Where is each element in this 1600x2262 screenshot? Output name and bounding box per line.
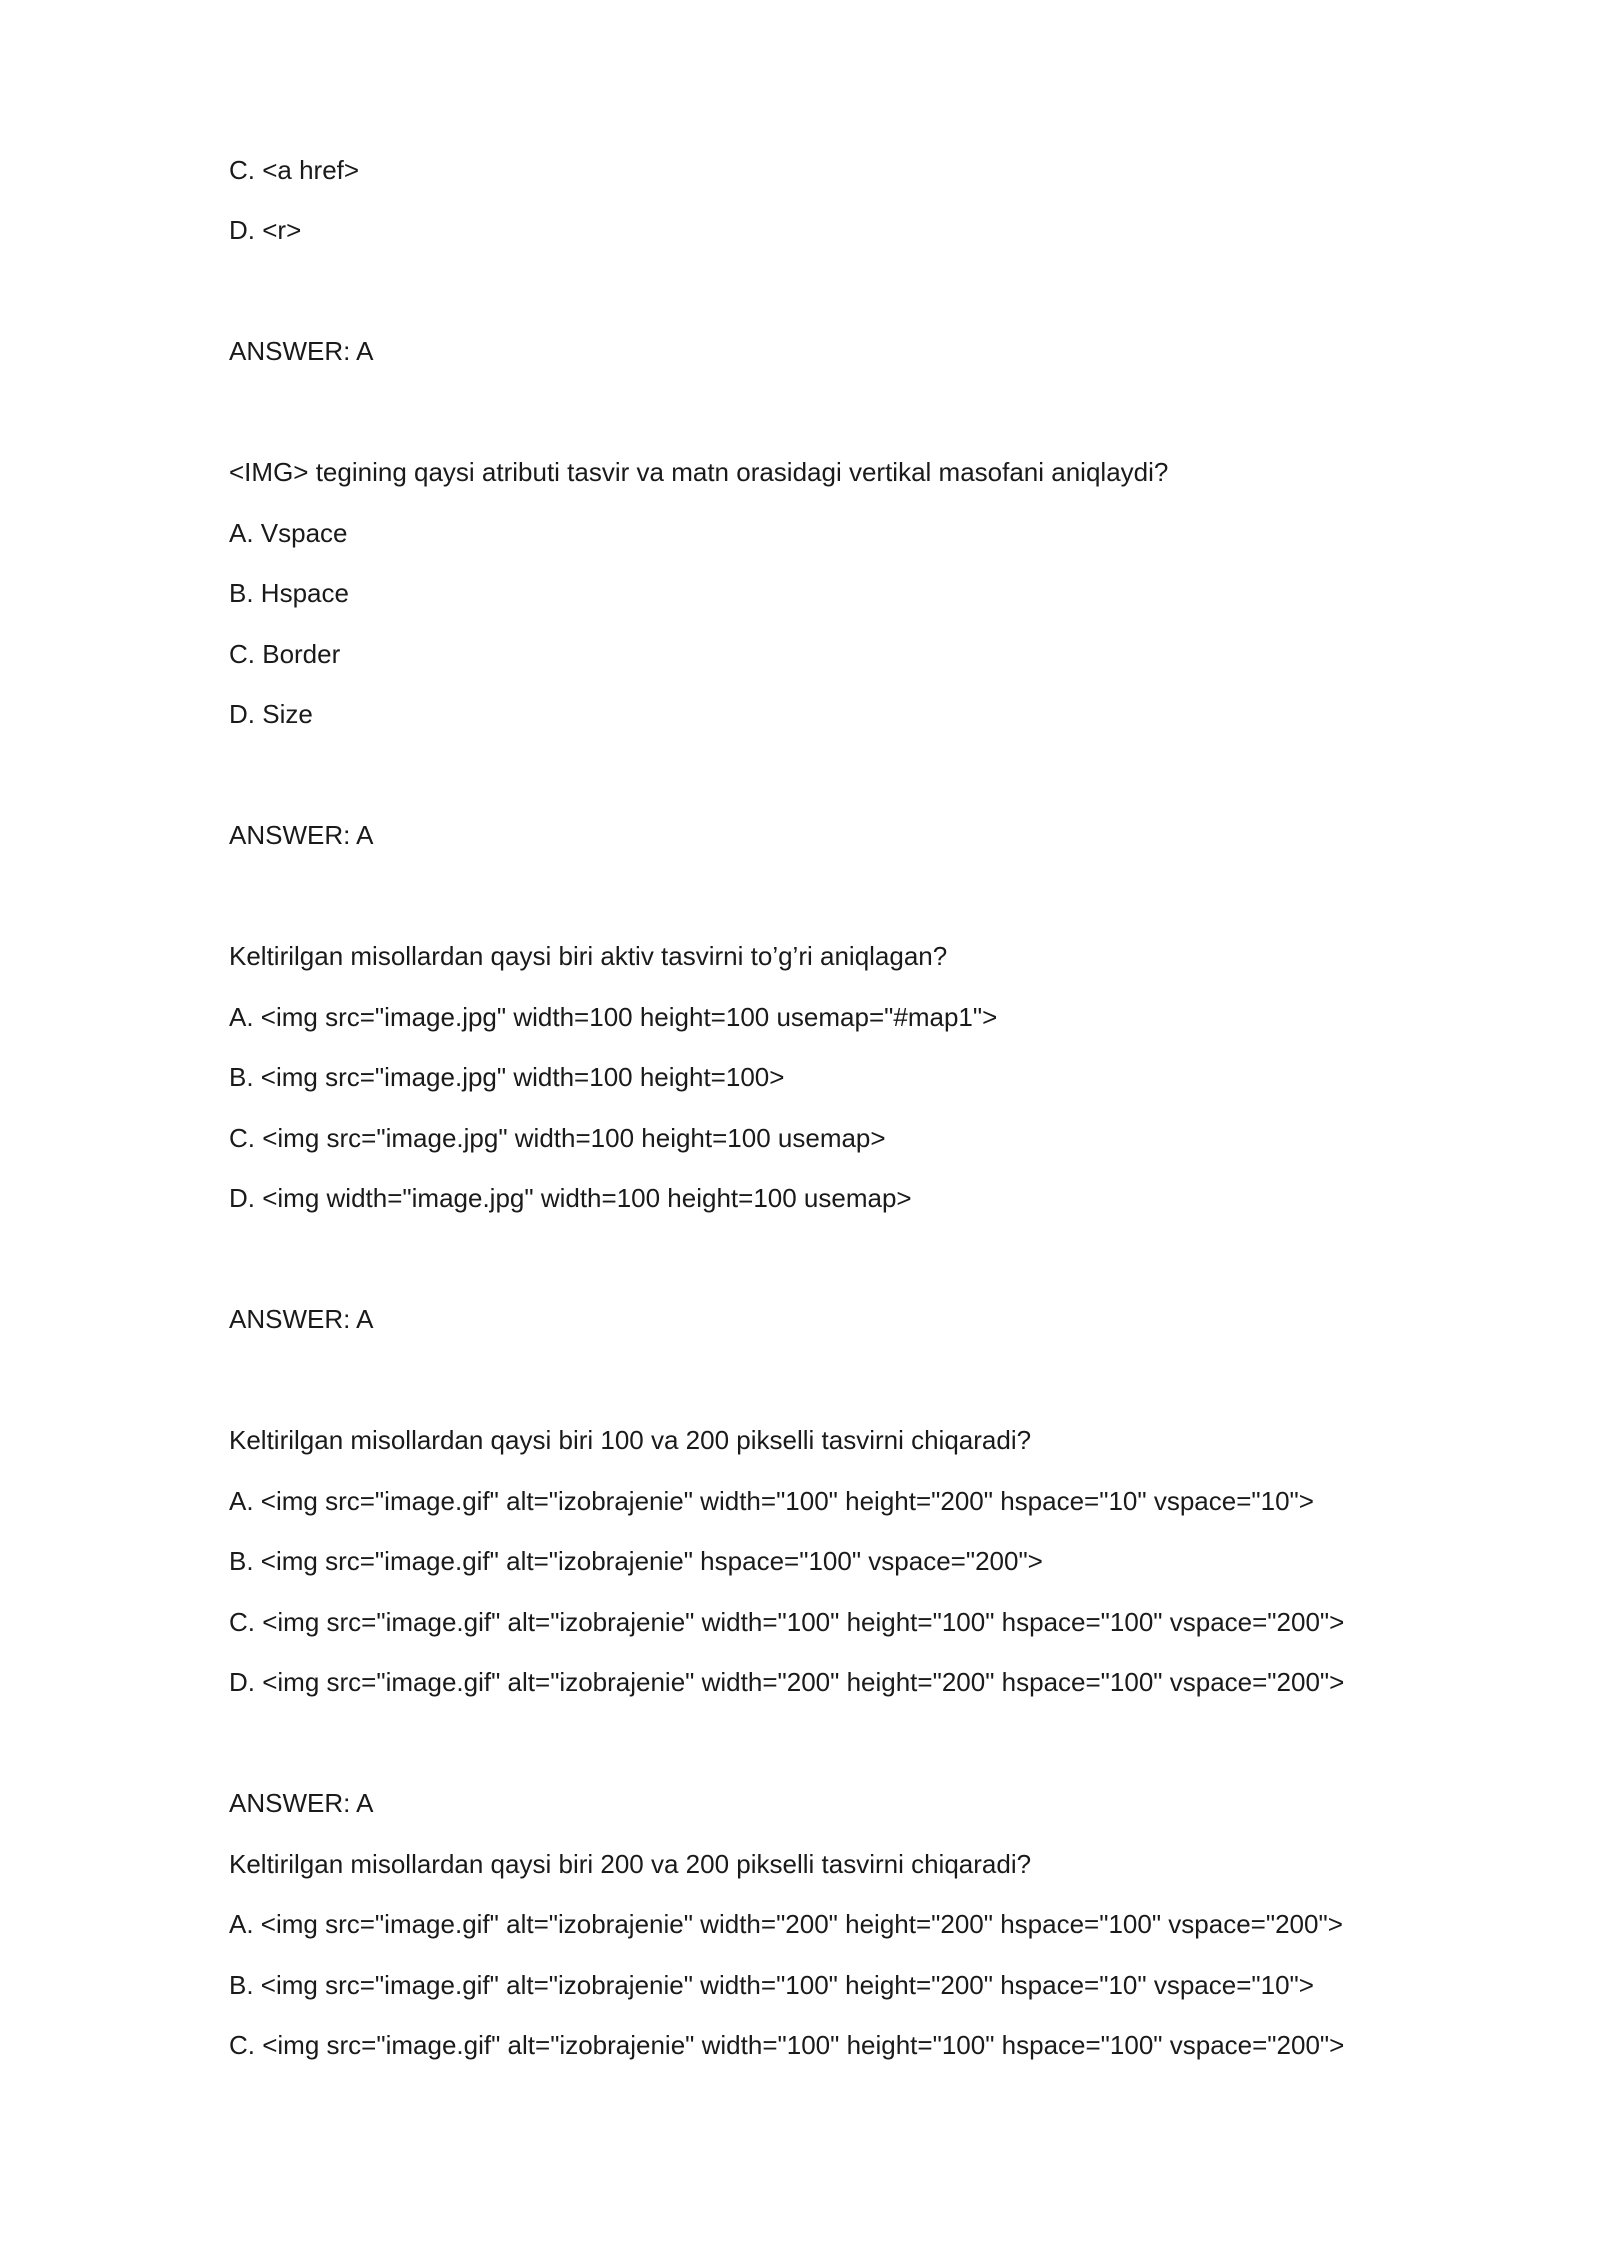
answer-line: ANSWER: A: [229, 336, 374, 366]
option-line: A. <img src="image.gif" alt="izobrajenie" width="200" height="200" hspace="100" vspace="200">: [229, 1909, 1343, 1939]
option-line: D. Size: [229, 699, 313, 729]
option-line: D. <img width="image.jpg" width=100 height=100 usemap>: [229, 1183, 912, 1213]
option-line: C. <img src="image.gif" alt="izobrajenie" width="100" height="100" hspace="100" vspace="200">: [229, 1607, 1345, 1637]
answer-line: ANSWER: A: [229, 1788, 374, 1818]
question-line: <IMG> tegining qaysi atributi tasvir va matn orasidagi vertikal masofani aniqlaydi?: [229, 457, 1169, 487]
option-line: A. <img src="image.jpg" width=100 height=100 usemap="#map1">: [229, 1002, 998, 1032]
question-line: Keltirilgan misollardan qaysi biri 200 va 200 pikselli tasvirni chiqaradi?: [229, 1849, 1032, 1879]
option-line: C. Border: [229, 639, 341, 669]
answer-line: ANSWER: A: [229, 1304, 374, 1334]
answer-line: ANSWER: A: [229, 820, 374, 850]
option-line: C. <img src="image.jpg" width=100 height=100 usemap>: [229, 1123, 886, 1153]
option-line: B. <img src="image.gif" alt="izobrajenie" hspace="100" vspace="200">: [229, 1546, 1043, 1576]
option-line: A. Vspace: [229, 518, 348, 548]
option-line: B. Hspace: [229, 578, 349, 608]
option-line: C. <img src="image.gif" alt="izobrajenie" width="100" height="100" hspace="100" vspace="200">: [229, 2030, 1345, 2060]
option-line: D. <r>: [229, 215, 302, 245]
option-line: B. <img src="image.gif" alt="izobrajenie" width="100" height="200" hspace="10" vspace="10">: [229, 1970, 1314, 2000]
option-line: D. <img src="image.gif" alt="izobrajenie" width="200" height="200" hspace="100" vspace="200">: [229, 1667, 1345, 1697]
option-line: B. <img src="image.jpg" width=100 height=100>: [229, 1062, 785, 1092]
question-line: Keltirilgan misollardan qaysi biri 100 va 200 pikselli tasvirni chiqaradi?: [229, 1425, 1032, 1455]
option-line: A. <img src="image.gif" alt="izobrajenie" width="100" height="200" hspace="10" vspace="10">: [229, 1486, 1314, 1516]
option-line: C. <a href>: [229, 155, 360, 185]
question-line: Keltirilgan misollardan qaysi biri aktiv tasvirni to’g’ri aniqlagan?: [229, 941, 948, 971]
